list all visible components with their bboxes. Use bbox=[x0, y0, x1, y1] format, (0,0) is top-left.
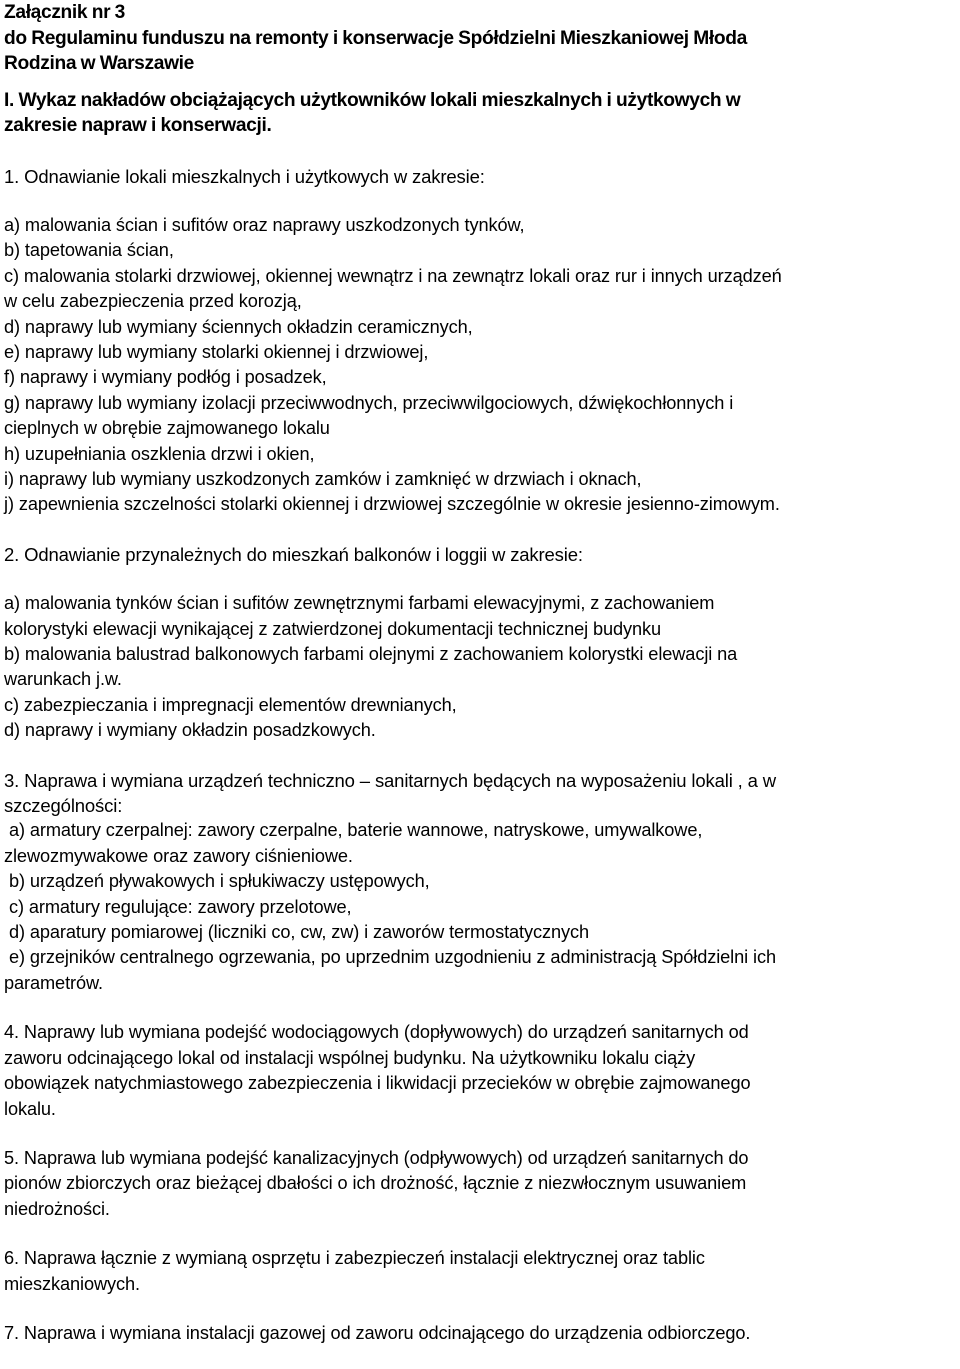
list-item: e) naprawy lub wymiany stolarki okiennej i drzwiowej, bbox=[4, 341, 429, 362]
section-1-items bbox=[4, 213, 958, 518]
list-item: d) aparatury pomiarowej (liczniki co, cw, zw) i zaworów termostatycznych bbox=[4, 922, 589, 943]
paragraph-line: 6. Naprawa łącznie z wymianą osprzętu i zabezpieczeń instalacji elektrycznej oraz tablic bbox=[4, 1248, 705, 1269]
list-item: b) tapetowania ścian, bbox=[4, 240, 174, 261]
section-3-items bbox=[4, 818, 958, 996]
list-item: warunkach j.w. bbox=[4, 669, 122, 690]
list-item: b) urządzeń pływakowych i spłukiwaczy ustępowych, bbox=[4, 871, 430, 892]
section-2-items bbox=[4, 591, 958, 743]
section-heading bbox=[4, 88, 958, 139]
section-1 bbox=[4, 164, 958, 518]
paragraph-line: 4. Naprawy lub wymiana podejść wodociągowych (dopływowych) do urządzeń sanitarnych od bbox=[4, 1022, 749, 1043]
list-item: a) malowania tynków ścian i sufitów zewnętrznymi farbami elewacyjnymi, z zachowaniem bbox=[4, 593, 715, 614]
paragraph-line: zaworu odcinającego lokal od instalacji wspólnej budynku. Na użytkowniku lokalu ciąży bbox=[4, 1047, 696, 1068]
list-item: i) naprawy lub wymiany uszkodzonych zamków i zamknięć w drzwiach i oknach, bbox=[4, 468, 642, 489]
paragraph-line: lokalu. bbox=[4, 1098, 56, 1119]
header-line: Załącznik nr 3 bbox=[4, 2, 126, 23]
paragraph-line: pionów zbiorczych oraz bieżącej dbałości o ich drożność, łącznie z niezwłocznym usuwaniem bbox=[4, 1173, 747, 1194]
section-4 bbox=[4, 1020, 958, 1122]
list-item: d) naprawy i wymiany okładzin posadzkowych. bbox=[4, 720, 376, 741]
list-item: j) zapewnienia szczelności stolarki okiennej i drzwiowej szczególnie w okresie jesienno-zimowym. bbox=[4, 494, 780, 515]
list-item: cieplnych w obrębie zajmowanego lokalu bbox=[4, 418, 330, 439]
list-item: b) malowania balustrad balkonowych farbami olejnymi z zachowaniem kolorystki elewacji na bbox=[4, 644, 738, 664]
list-item: w celu zabezpieczenia przed korozją, bbox=[4, 291, 302, 312]
list-item: parametrów. bbox=[4, 972, 103, 993]
header-line: do Regulaminu funduszu na remonty i konserwacje Spółdzielni Mieszkaniowej Młoda bbox=[4, 27, 747, 49]
list-item: a) malowania ścian i sufitów oraz naprawy uszkodzonych tynków, bbox=[4, 214, 525, 235]
heading-line: zakresie napraw i konserwacji. bbox=[4, 115, 272, 136]
list-item: e) grzejników centralnego ogrzewania, po uprzednim uzgodnieniu z administracją Spółdzielni ich bbox=[4, 947, 776, 968]
list-item: kolorystyki elewacji wynikającej z zatwierdzonej dokumentacji technicznej budynku bbox=[4, 618, 662, 639]
document-page bbox=[4, 0, 958, 1346]
section-1-title: 1. Odnawianie lokali mieszkalnych i użytkowych w zakresie: bbox=[4, 165, 485, 187]
document-header bbox=[4, 0, 958, 77]
list-item: c) armatury regulujące: zawory przelotowe, bbox=[4, 896, 352, 917]
section-3-title bbox=[4, 768, 958, 819]
list-item: g) naprawy lub wymiany izolacji przeciwwodnych, przeciwwilgociowych, dźwiękochłonnych i bbox=[4, 392, 734, 413]
heading-line: I. Wykaz nakładów obciążających użytkowników lokali mieszkalnych i użytkowych w bbox=[4, 89, 741, 111]
section-7 bbox=[4, 1321, 958, 1346]
list-item: d) naprawy lub wymiany ściennych okładzin ceramicznych, bbox=[4, 316, 473, 337]
section-3-title-line: 3. Naprawa i wymiana urządzeń techniczno – sanitarnych będących na wyposażeniu lokali , a w bbox=[4, 769, 776, 791]
list-item: f) naprawy i wymiany podłóg i posadzek, bbox=[4, 367, 327, 388]
section-3 bbox=[4, 768, 958, 997]
section-5 bbox=[4, 1146, 958, 1222]
paragraph-line: 7. Naprawa i wymiana instalacji gazowej od zaworu odcinającego do urządzenia odbiorczego. bbox=[4, 1322, 751, 1343]
list-item: c) zabezpieczania i impregnacji elementów drewnianych, bbox=[4, 694, 457, 715]
paragraph-line: 5. Naprawa lub wymiana podejść kanalizacyjnych (odpływowych) od urządzeń sanitarnych do bbox=[4, 1147, 749, 1168]
paragraph-line: niedrożności. bbox=[4, 1198, 110, 1219]
list-item: h) uzupełniania oszklenia drzwi i okien, bbox=[4, 443, 315, 464]
section-6 bbox=[4, 1246, 958, 1297]
section-2 bbox=[4, 542, 958, 744]
list-item: a) armatury czerpalnej: zawory czerpalne, baterie wannowe, natryskowe, umywalkowe, bbox=[4, 820, 703, 841]
header-line: Rodzina w Warszawie bbox=[4, 53, 194, 74]
list-item: c) malowania stolarki drzwiowej, okiennej wewnątrz i na zewnątrz lokali oraz rur i innych urządzeń bbox=[4, 265, 782, 286]
paragraph-line: mieszkaniowych. bbox=[4, 1273, 140, 1294]
list-item: zlewozmywakowe oraz zawory ciśnieniowe. bbox=[4, 845, 353, 866]
paragraph-line: obowiązek natychmiastowego zabezpieczenia i likwidacji przecieków w obrębie zajmowanego bbox=[4, 1073, 751, 1094]
section-3-title-line: szczególności: bbox=[4, 795, 123, 817]
section-2-title: 2. Odnawianie przynależnych do mieszkań balkonów i loggii w zakresie: bbox=[4, 543, 583, 565]
